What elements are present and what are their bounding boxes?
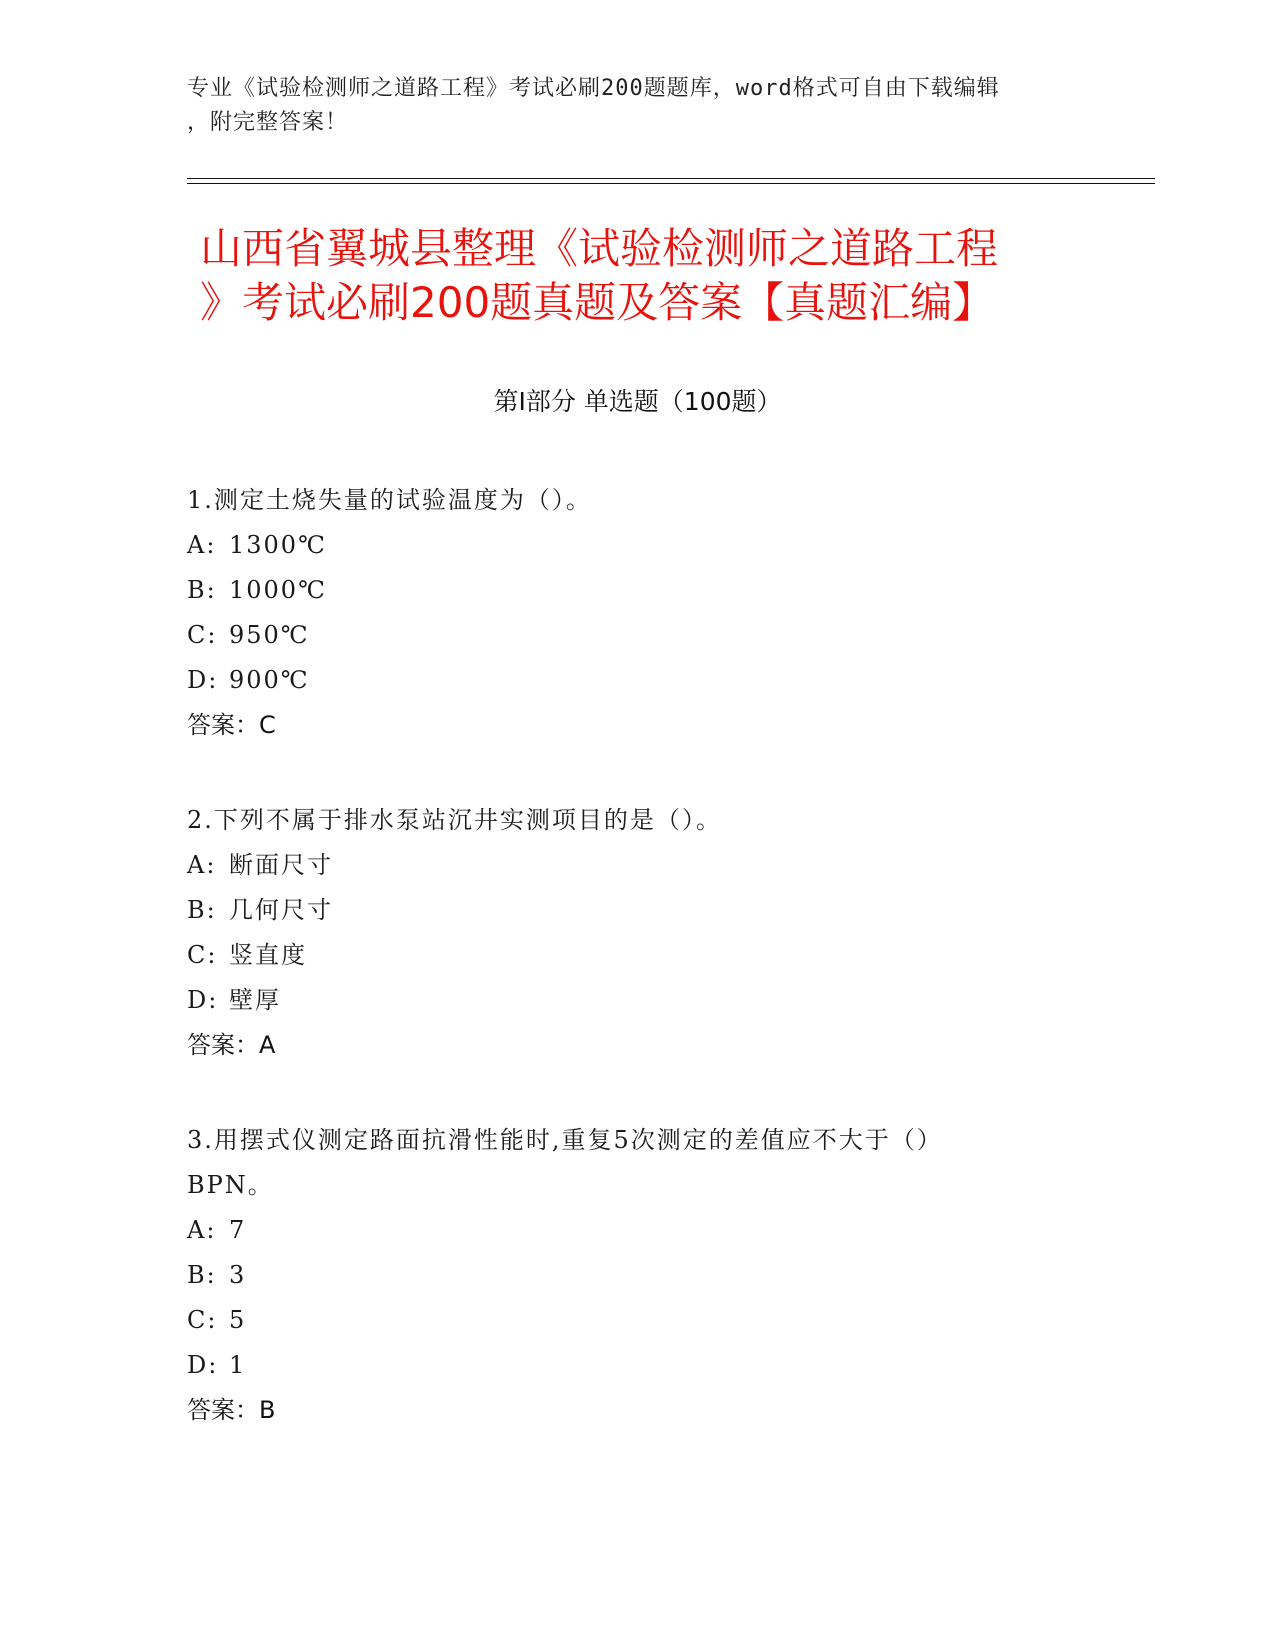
option-text: 壁厚: [229, 986, 281, 1014]
answer-line: [187, 1388, 1067, 1433]
option-key: B:: [187, 1261, 217, 1289]
option-key: C:: [187, 941, 218, 969]
question-1: [187, 478, 1067, 748]
header-note-line-2: ，附完整答案！: [187, 110, 349, 135]
document-title: [200, 222, 1080, 330]
option-b: [187, 568, 1067, 613]
option-d: [187, 978, 1067, 1023]
option-key: A:: [187, 1216, 217, 1244]
answer-prefix: 答案：: [187, 1396, 259, 1424]
answer-value: A: [259, 1031, 276, 1059]
option-text: 1300℃: [229, 531, 327, 559]
option-a: [187, 523, 1067, 568]
document-title-line-1: 山西省翼城县整理《试验检测师之道路工程: [200, 224, 999, 273]
option-c: [187, 613, 1067, 658]
header-note-line-1: 专业《试验检测师之道路工程》考试必刷200题题库，word格式可自由下载编辑: [187, 76, 1000, 101]
option-key: C:: [187, 621, 218, 649]
option-a: [187, 843, 1067, 888]
question-text-line-1: 1.测定土烧失量的试验温度为（）。: [187, 486, 592, 514]
answer-value: B: [259, 1396, 276, 1424]
option-key: A:: [187, 531, 217, 559]
option-key: B:: [187, 896, 217, 924]
option-b: [187, 1253, 1067, 1298]
option-text: 7: [229, 1216, 247, 1244]
header-note: [187, 72, 1067, 140]
document-title-line-2: 》考试必刷200题真题及答案【真题汇编】: [200, 278, 995, 327]
answer-line: [187, 703, 1067, 748]
option-text: 1: [229, 1351, 247, 1379]
option-text: 竖直度: [229, 941, 307, 969]
option-key: C:: [187, 1306, 218, 1334]
answer-line: [187, 1023, 1067, 1068]
answer-prefix: 答案：: [187, 1031, 259, 1059]
option-text: 断面尺寸: [229, 851, 333, 879]
option-d: [187, 658, 1067, 703]
question-2: [187, 798, 1067, 1068]
question-list: [187, 478, 1067, 1483]
option-c: [187, 933, 1067, 978]
question-text-line-1: 2.下列不属于排水泵站沉井实测项目的是（）。: [187, 806, 722, 834]
option-key: D:: [187, 986, 219, 1014]
question-text: [187, 798, 1067, 843]
option-text: 5: [229, 1306, 247, 1334]
question-text-line-1: 3.用摆式仪测定路面抗滑性能时,重复5次测定的差值应不大于（）: [187, 1126, 943, 1154]
option-text: 950℃: [229, 621, 310, 649]
option-a: [187, 1208, 1067, 1253]
header-divider-top: [187, 178, 1155, 179]
section-title: 第I部分 单选题（100题）: [493, 387, 782, 416]
question-text-line-2: BPN。: [187, 1171, 274, 1199]
option-text: 3: [229, 1261, 247, 1289]
option-text: 几何尺寸: [229, 896, 333, 924]
header-divider-bottom: [187, 183, 1155, 184]
question-text: [187, 478, 1067, 523]
option-key: D:: [187, 1351, 219, 1379]
answer-value: C: [259, 711, 276, 739]
option-text: 900℃: [229, 666, 310, 694]
option-text: 1000℃: [229, 576, 327, 604]
option-key: A:: [187, 851, 217, 879]
answer-prefix: 答案：: [187, 711, 259, 739]
option-d: [187, 1343, 1067, 1388]
question-text: [187, 1118, 1067, 1208]
question-3: [187, 1118, 1067, 1433]
option-key: D:: [187, 666, 219, 694]
option-c: [187, 1298, 1067, 1343]
option-b: [187, 888, 1067, 933]
option-key: B:: [187, 576, 217, 604]
